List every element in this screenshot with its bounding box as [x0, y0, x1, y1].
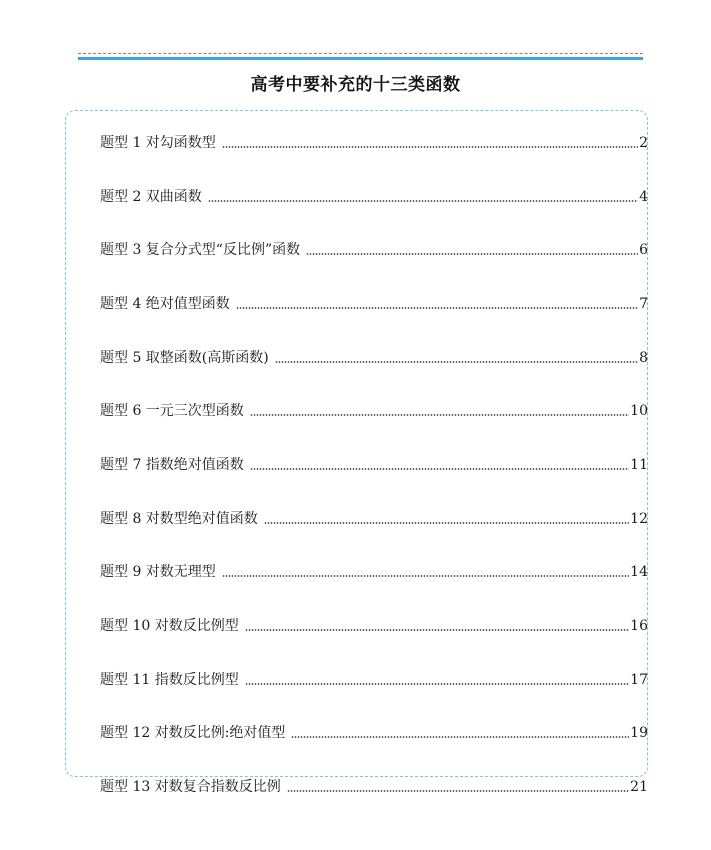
toc-entry[interactable]	[100, 170, 648, 224]
toc-dot-leader	[222, 575, 629, 577]
toc-entry[interactable]	[100, 277, 648, 331]
toc-dot-leader	[264, 522, 629, 524]
toc-entry-page: 10	[630, 403, 648, 420]
toc-entry[interactable]	[100, 546, 648, 600]
toc-dot-leader	[245, 683, 629, 685]
toc-entry[interactable]	[100, 599, 648, 653]
toc-entry-page: 21	[630, 779, 648, 796]
toc-entry-label: 题型 10 对数反比例型	[100, 618, 239, 635]
toc-dot-leader	[208, 200, 638, 202]
toc-entry-label: 题型 5 取整函数(高斯函数)	[100, 349, 269, 366]
toc-entry[interactable]	[100, 223, 648, 277]
toc-entry[interactable]	[100, 760, 648, 814]
toc-dot-leader	[275, 361, 638, 363]
toc-entry-label: 题型 4 绝对值型函数	[100, 295, 230, 312]
header-accent-rule	[78, 57, 643, 60]
toc-entry-label: 题型 9 对数无理型	[100, 564, 216, 581]
toc-dot-leader	[222, 146, 638, 148]
toc-entry-label: 题型 3 复合分式型“反比例”函数	[100, 242, 301, 259]
table-of-contents	[100, 116, 648, 814]
toc-dot-leader	[287, 790, 629, 792]
toc-entry-page: 8	[639, 349, 648, 366]
toc-entry[interactable]	[100, 438, 648, 492]
toc-entry-page: 19	[630, 725, 648, 742]
toc-entry-page: 11	[630, 456, 648, 473]
toc-entry-page: 16	[630, 618, 648, 635]
toc-entry-page: 4	[639, 188, 648, 205]
toc-entry-page: 6	[639, 242, 648, 259]
document-title: 高考中要补充的十三类函数	[250, 75, 461, 95]
header-dashed-rule	[78, 53, 643, 54]
toc-entry-label: 题型 8 对数型绝对值函数	[100, 510, 258, 527]
toc-entry-page: 12	[630, 510, 648, 527]
toc-dot-leader	[250, 414, 629, 416]
toc-entry-page: 14	[630, 564, 648, 581]
toc-dot-leader	[236, 307, 638, 309]
toc-entry-label: 题型 1 对勾函数型	[100, 134, 216, 151]
toc-entry-label: 题型 6 一元三次型函数	[100, 403, 244, 420]
toc-entry[interactable]	[100, 384, 648, 438]
toc-entry-label: 题型 12 对数反比例:绝对值型	[100, 725, 286, 742]
toc-entry[interactable]	[100, 116, 648, 170]
toc-entry[interactable]	[100, 653, 648, 707]
toc-dot-leader	[245, 629, 629, 631]
toc-dot-leader	[291, 736, 629, 738]
toc-entry-page: 17	[630, 671, 648, 688]
toc-entry-label: 题型 13 对数复合指数反比例	[100, 779, 281, 796]
toc-dot-leader	[250, 468, 629, 470]
toc-entry[interactable]	[100, 492, 648, 546]
toc-entry-label: 题型 7 指数绝对值函数	[100, 456, 244, 473]
toc-dot-leader	[306, 253, 638, 255]
toc-entry[interactable]	[100, 331, 648, 385]
toc-entry-page: 7	[639, 295, 648, 312]
toc-entry[interactable]	[100, 707, 648, 761]
toc-entry-label: 题型 11 指数反比例型	[100, 671, 239, 688]
toc-entry-page: 2	[639, 134, 648, 151]
toc-entry-label: 题型 2 双曲函数	[100, 188, 202, 205]
